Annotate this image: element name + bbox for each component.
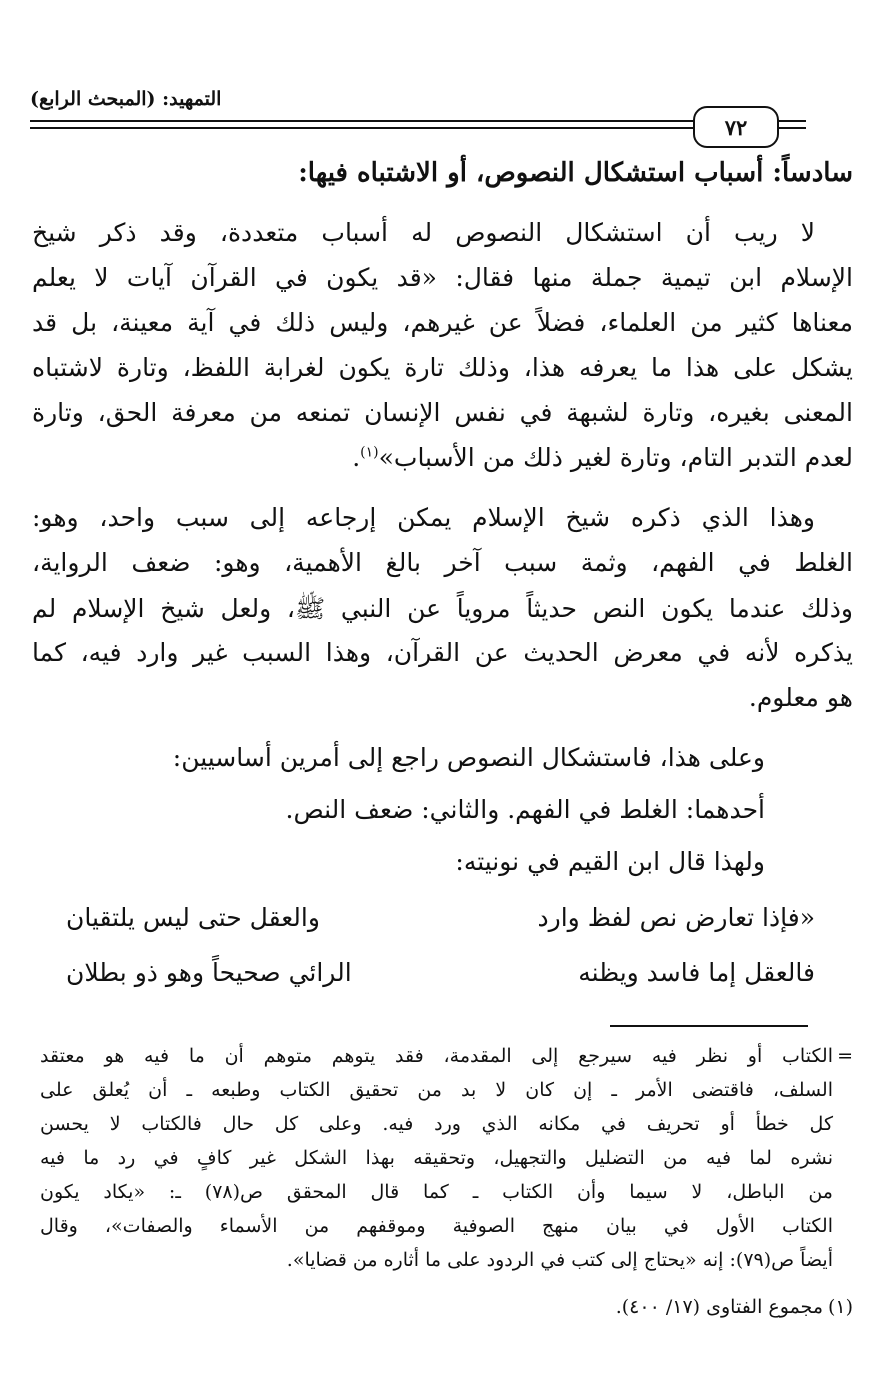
- section-heading: سادساً: أسباب استشكال النصوص، أو الاشتباه فيها:: [298, 158, 853, 188]
- poem-hemistich-right: «فإذا تعارض نص لفظ وارد: [537, 903, 815, 932]
- footnote-continuation-line: أيضاً ص(٧٩): إنه «يحتاج إلى كتب في الردود على ما أثاره من قضايا».: [286, 1249, 833, 1271]
- paragraph-1-line: لا ريب أن استشكال النصوص له أسباب متعددة، وقد ذكر شيخ: [32, 218, 815, 247]
- page-number: ٧٢: [724, 114, 748, 140]
- footnote-continuation-mark: =: [837, 1045, 853, 1067]
- poem-hemistich-right: فالعقل إما فاسد ويظنه: [578, 958, 815, 987]
- footnote-1-number: (١): [827, 1296, 853, 1318]
- conclusion-line: وعلى هذا، فاستشكال النصوص راجع إلى أمرين أساسيين:: [172, 743, 765, 772]
- header-rule-right-bottom: [776, 127, 806, 129]
- page-number-badge: [693, 106, 779, 148]
- paragraph-1-line: معناها كثير من العلماء، فضلاً عن غيرهم، وليس ذلك في آية معينة، بل قد: [32, 308, 853, 337]
- footnote-ref-1[interactable]: (١): [360, 444, 379, 461]
- footnote-1-text: مجموع الفتاوى (١٧/ ٤٠٠).: [615, 1296, 823, 1318]
- paragraph-1-last-line: لعدم التدبر التام، وتارة لغير ذلك من الأسباب»$^{(١)}$.: [352, 443, 853, 472]
- paragraph-1-line: المعنى بغيره، وتارة لشبهة في نفس الإنسان تمنعه من معرفة الحق، وتارة: [32, 398, 853, 427]
- paragraph-1-line: لعدم التدبر التام، وتارة لغير ذلك من الأسباب»: [378, 443, 853, 472]
- paragraph-2-line: هو معلوم.: [748, 683, 853, 712]
- footnote-continuation-line: من الباطل، لا سيما وأن الكتاب ـ كما قال المحقق ص(٧٨) ـ: «يكاد يكون: [40, 1181, 833, 1203]
- poem-hemistich-left: الرائي صحيحاً وهو ذو بطلان: [66, 958, 352, 987]
- header-rule-top: [30, 120, 693, 122]
- footnote-continuation-line: الكتاب أو نظر فيه سيرجع إلى المقدمة، فقد يتوهم متوهم أن ما فيه هو معتقد: [40, 1045, 833, 1067]
- paragraph-2-line: وذلك عندما يكون النص حديثاً مروياً عن النبي ﷺ، ولعل شيخ الإسلام لم: [32, 594, 853, 623]
- paragraph-1-line: يشكل على هذا ما يعرفه هذا، وذلك تارة يكون لغرابة اللفظ، وتارة لاشتباه: [32, 353, 853, 382]
- header-rule-right-top: [776, 120, 806, 122]
- paragraph-2-line: يذكره لأنه في معرض الحديث عن القرآن، وهذا السبب غير وارد فيه، كما: [32, 638, 853, 667]
- footnote-continuation-line: كل خطأ أو تحريف في مكانه الذي ورد فيه. وعلى كل حال فالكتاب لا يحسن: [40, 1113, 833, 1135]
- running-header-title: التمهيد: (المبحث الرابع): [30, 88, 222, 110]
- paragraph-1-line: الإسلام ابن تيمية جملة منها فقال: «قد يكون في القرآن آيات لا يعلم: [32, 263, 853, 292]
- paragraph-2-line: وهذا الذي ذكره شيخ الإسلام يمكن إرجاعه إلى سبب واحد، وهو:: [32, 503, 815, 532]
- footnote-separator: [610, 1025, 808, 1027]
- footnote-continuation-line: نشره لما فيه من التضليل والتجهيل، وتحقيقه بهذا الشكل غير كافٍ في رد ما فيه: [40, 1147, 833, 1169]
- header-rule-bottom: [30, 127, 693, 129]
- paragraph-2-line: الغلط في الفهم، وثمة سبب آخر بالغ الأهمية، وهو: ضعف الرواية،: [32, 548, 853, 577]
- poem-intro-line: ولهذا قال ابن القيم في نونيته:: [455, 847, 765, 876]
- footnote-continuation-line: السلف، فاقتضى الأمر ـ إن كان لا بد من تحقيق الكتاب وطبعه ـ أن يُعلق على: [40, 1079, 833, 1101]
- two-matters-line: أحدهما: الغلط في الفهم. والثاني: ضعف النص.: [285, 795, 765, 824]
- footnote-continuation-line: الكتاب الأول في بيان منهج الصوفية وموقفهم من الأسماء والصفات»، وقال: [40, 1215, 833, 1237]
- poem-hemistich-left: والعقل حتى ليس يلتقيان: [66, 903, 320, 932]
